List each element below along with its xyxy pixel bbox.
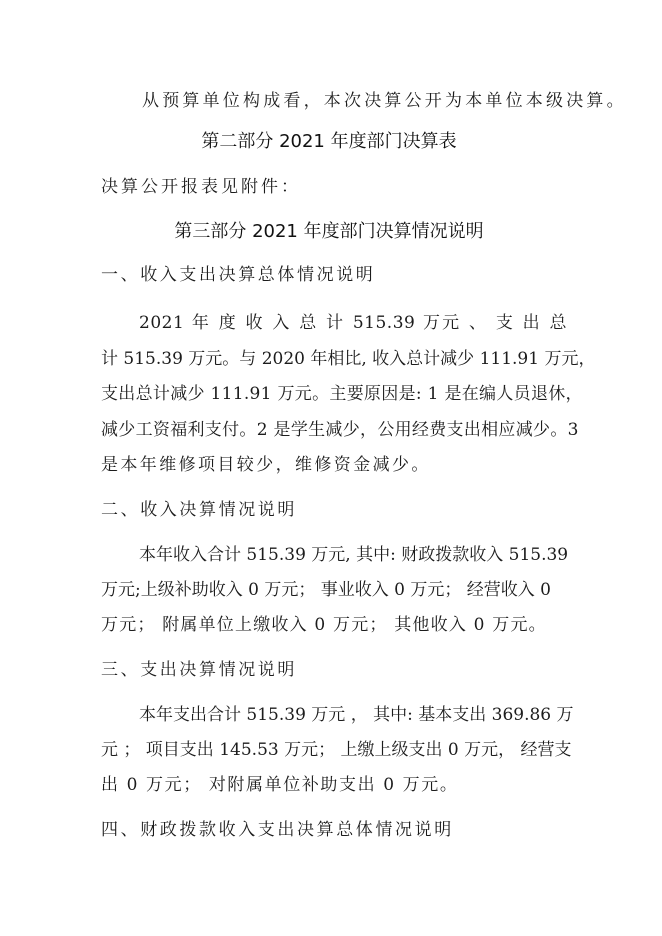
intro-line: 从预算单位构成看，本次决算公开为本单位本级决算。 bbox=[142, 91, 627, 111]
paragraph-line: 2021 年 度 收 入 总 计 515.39 万元 、 支 出 总 bbox=[139, 313, 567, 333]
paragraph-line: 支出总计减少 111.91 万元。主要原因是: 1 是在编人员退休， bbox=[101, 384, 583, 404]
section-title-3: 三、支出决算情况说明 bbox=[101, 660, 297, 680]
paragraph-line: 万元;上级补助收入 0 万元； 事业收入 0 万元； 经营收入 0 bbox=[101, 580, 552, 600]
paragraph-line: 是本年维修项目较少，维修资金减少。 bbox=[101, 455, 431, 475]
paragraph-line: 本年支出合计 515.39 万元 ， 其中: 基本支出 369.86 万 bbox=[139, 705, 574, 725]
paragraph-line: 减少工资福利支付。2 是学生减少，公用经费支出相应减少。3 bbox=[101, 420, 579, 440]
section-title-2: 二、收入决算情况说明 bbox=[101, 500, 297, 520]
part3-heading: 第三部分 2021 年度部门决算情况说明 bbox=[174, 221, 484, 242]
section-title-4: 四、财政拨款收入支出决算总体情况说明 bbox=[101, 820, 454, 840]
part2-heading: 第二部分 2021 年度部门决算表 bbox=[201, 131, 457, 152]
paragraph-line: 万元； 附属单位上缴收入 0 万元； 其他收入 0 万元。 bbox=[101, 615, 547, 635]
section-title-1: 一、收入支出决算总体情况说明 bbox=[101, 265, 376, 285]
paragraph-line: 出 0 万元； 对附属单位补助支出 0 万元。 bbox=[101, 775, 459, 795]
attachment-note: 决算公开报表见附件： bbox=[101, 177, 301, 197]
paragraph-line: 本年收入合计 515.39 万元, 其中: 财政拨款收入 515.39 bbox=[139, 545, 569, 565]
paragraph-line: 元 ； 项目支出 145.53 万元； 上缴上级支出 0 万元， 经营支 bbox=[101, 740, 572, 760]
paragraph-line: 计 515.39 万元。与 2020 年相比, 收入总计减少 111.91 万元， bbox=[101, 349, 596, 369]
